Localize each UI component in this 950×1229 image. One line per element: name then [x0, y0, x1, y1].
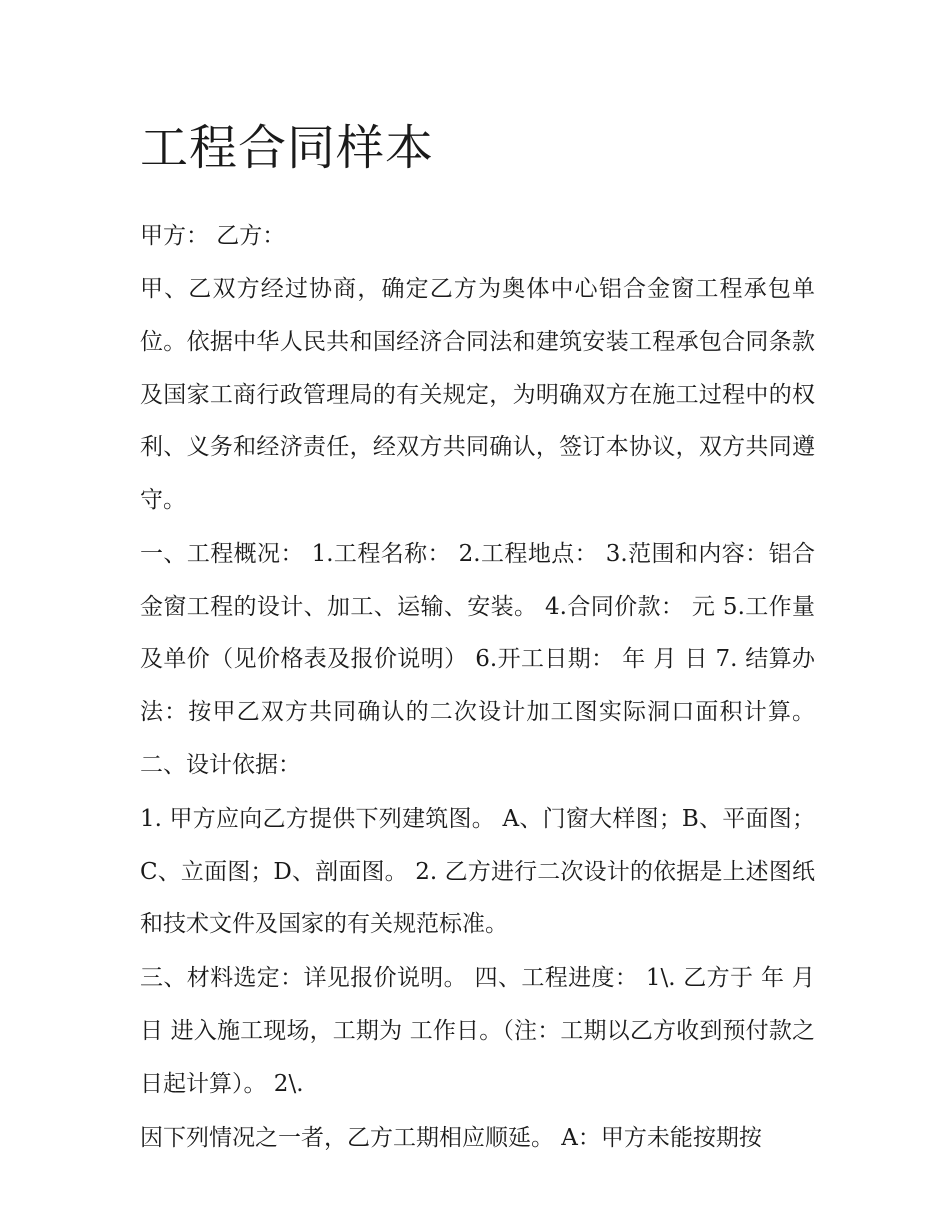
- parties-line: 甲方： 乙方：: [140, 223, 286, 249]
- agreement-intro-paragraph: 甲、乙双方经过协商，确定乙方为奥体中心铝合金窗工程承包单位。依据中华人民共和国经济合同法和建筑安装工程承包合同条款及国家工商行政管理局的有关规定，为明确双方在施工过程中的权利、义务和经济责任，经双方共同确认，签订本协议，双方共同遵守。: [140, 276, 815, 514]
- project-overview-paragraph: 一、工程概况： 1.工程名称： 2.工程地点： 3.范围和内容：铝合金窗工程的设计、加工、运输、安装。 4.合同价款： 元 5.工作量及单价（见价格表及报价说明） 6.开工日期： 年 月 日 7. 结算办法：按甲乙双方共同确认的二次设计加工图实际洞口面积计算。 二、设计依据：: [140, 541, 815, 778]
- document-title: 工程合同样本: [140, 120, 435, 176]
- materials-schedule-paragraph: 三、材料选定：详见报价说明。 四、工程进度： 1\. 乙方于 年 月 日 进入施工现场，工期为 工作日。（注：工期以乙方收到预付款之日起计算）。 2\.: [140, 965, 815, 1097]
- delay-conditions-paragraph: 因下列情况之一者，乙方工期相应顺延。 A：甲方未能按期按: [140, 1124, 762, 1151]
- document-body: [140, 118, 815, 1166]
- design-basis-paragraph: 1. 甲方应向乙方提供下列建筑图。 A、门窗大样图；B、平面图；C、立面图；D、剖面图。 2. 乙方进行二次设计的依据是上述图纸和技术文件及国家的有关规范标准。: [140, 805, 815, 938]
